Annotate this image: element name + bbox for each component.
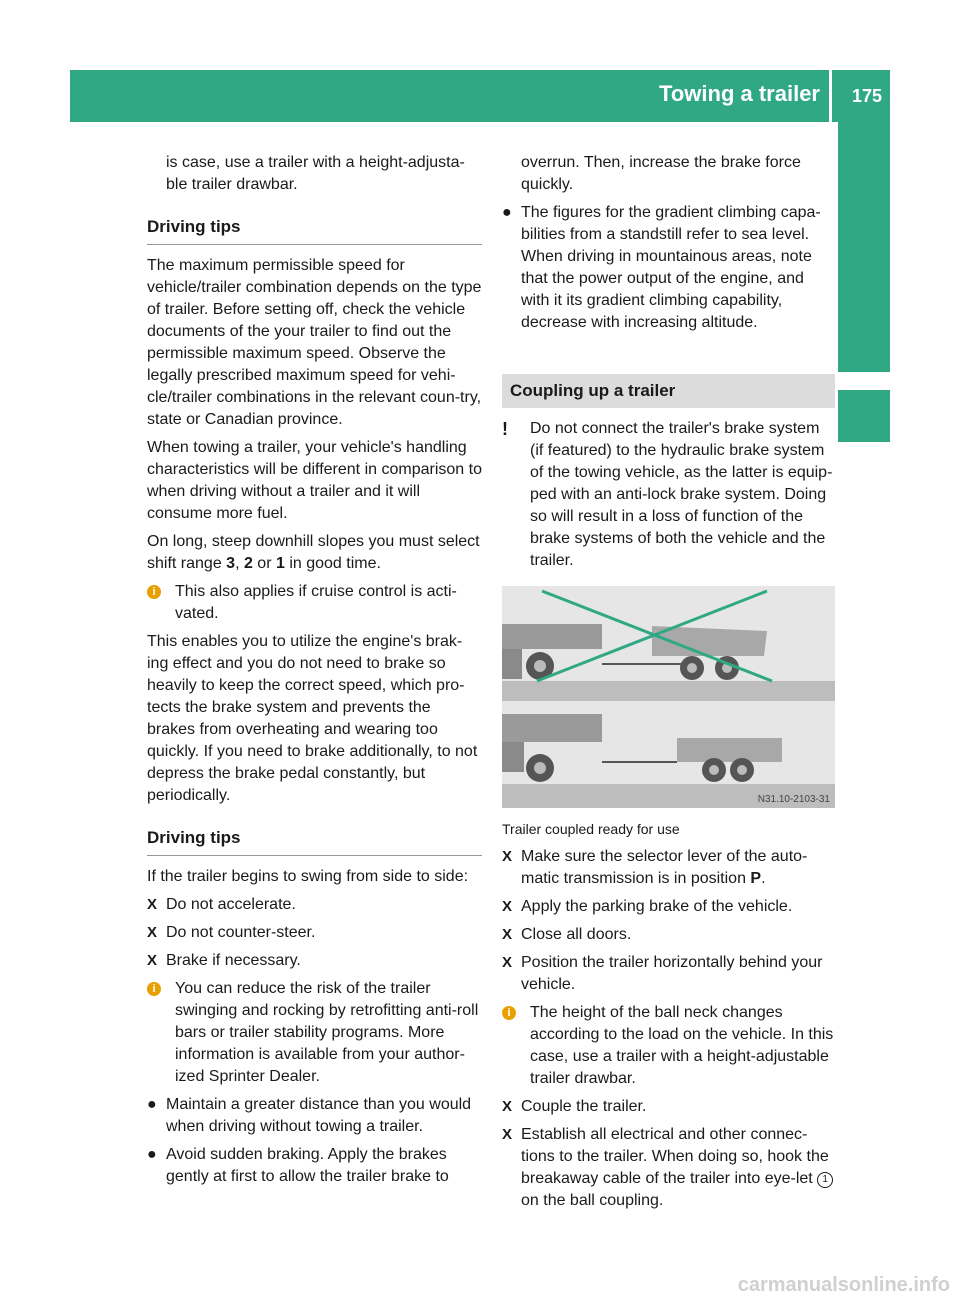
right-column <box>502 152 835 1218</box>
step-arrow-icon: X <box>147 952 158 969</box>
step-arrow-icon: X <box>502 1098 513 1115</box>
warning-note: ! Do not connect the trailer's brake system (if featured) to the hydraulic brake system of the towing vehicle, as the latter is equip-ped with an anti-lock brake system. Doing so will result in a loss of function of the brake systems of both the vehicle and the trailer. <box>502 419 833 569</box>
info-note-stability: i You can reduce the risk of the trailer swinging and rocking by retrofitting anti-roll bars or trailer stability programs. More information is available from your author-ized Sprinter Dealer. <box>147 978 482 1088</box>
step-arrow-icon: X <box>502 926 513 943</box>
figure-code: N31.10-2103-31 <box>757 794 830 805</box>
step: X Apply the parking brake of the vehicle. <box>502 896 835 918</box>
info-icon: i <box>502 1006 516 1020</box>
step: X Establish all electrical and other connec-tions to the trailer. When doing so, hook the breakaway cable of the trailer into eye-let 1 on the ball coupling. <box>502 1124 835 1212</box>
paragraph-handling: When towing a trailer, your vehicle's handling characteristics will be different in comparison to when driving without a trailer and it will consume more fuel. <box>147 439 482 522</box>
bullet-item: ● The figures for the gradient climbing capa-bilities from a standstill refer to sea level. When driving in mountainous areas, note that the power output of the engine, and with it its gradient climbing capability, decrease with increasing altitude. <box>502 204 821 331</box>
heading-coupling: Coupling up a trailer <box>502 374 835 408</box>
step: X Do not accelerate. <box>147 894 482 916</box>
side-tab-marker <box>838 390 890 442</box>
figure-caption: Trailer coupled ready for use <box>502 821 680 837</box>
intro-text: is case, use a trailer with a height-adjusta-ble trailer drawbar. <box>166 154 465 193</box>
step-arrow-icon: X <box>502 954 513 971</box>
warning-icon: ! <box>502 419 508 439</box>
paragraph-shift-range: On long, steep downhill slopes you must select shift range 3, 2 or 1 in good time. <box>147 533 480 572</box>
paragraph-braking: This enables you to utilize the engine's brak-ing effect and you do not need to brake so heavily to keep the correct speed, which pro-tects the brake system and prevents the brakes from overheating and wearing too quickly. If you need to brake additionally, to not depress the brake pedal constantly, but periodically. <box>147 633 478 804</box>
step-arrow-icon: X <box>147 924 158 941</box>
trailer-illustration <box>502 586 835 808</box>
left-column <box>147 152 482 1194</box>
callout-number-icon: 1 <box>817 1172 833 1188</box>
info-icon: i <box>147 982 161 996</box>
info-icon: i <box>147 585 161 599</box>
paragraph-speed: The maximum permissible speed for vehicle/trailer combination depends on the type of trailer. Before setting off, check the vehicle documents of the your trailer to find out the permissible maximum speed. Observe the legally prescribed maximum speed for vehi-cle/trailer combinations in the relevant coun-try, state or Canadian province. <box>147 257 482 428</box>
step: X Close all doors. <box>502 924 835 946</box>
chapter-title: Towing a trailer <box>659 81 820 106</box>
step: X Brake if necessary. <box>147 950 482 972</box>
paragraph-swing: If the trailer begins to swing from side to side: <box>147 868 469 885</box>
header-divider <box>829 70 832 122</box>
info-note-cruise: i This also applies if cruise control is acti-vated. <box>147 581 482 625</box>
bullet-item: ● Avoid sudden braking. Apply the brakes gently at first to allow the trailer brake to <box>147 1146 449 1185</box>
page-number: 175 <box>851 86 882 106</box>
step-arrow-icon: X <box>502 898 513 915</box>
step: X Make sure the selector lever of the auto-matic transmission is in position P. <box>502 848 808 887</box>
heading-driving-tips-2: Driving tips <box>147 827 482 856</box>
step: X Do not counter-steer. <box>147 922 482 944</box>
trailer-figure <box>502 586 835 808</box>
watermark: carmanualsonline.info <box>737 1274 950 1296</box>
bullet-continuation: overrun. Then, increase the brake force quickly. <box>521 154 801 193</box>
header-bar <box>70 70 890 122</box>
bullet-item: ● Maintain a greater distance than you would when driving without towing a trailer. <box>147 1096 472 1135</box>
bullet-icon: ● <box>147 1146 157 1163</box>
step: X Couple the trailer. <box>502 1096 835 1118</box>
heading-driving-tips-1: Driving tips <box>147 216 482 245</box>
step-arrow-icon: X <box>502 1126 513 1143</box>
info-note-ball-neck: i The height of the ball neck changes according to the load on the vehicle. In this case, use a trailer with a height-adjustable trailer drawbar. <box>502 1002 835 1090</box>
header <box>70 70 890 122</box>
step-arrow-icon: X <box>147 896 158 913</box>
step-arrow-icon: X <box>502 848 513 865</box>
bullet-icon: ● <box>502 204 512 221</box>
step: X Position the trailer horizontally behind your vehicle. <box>502 954 823 993</box>
section-label: Driving and parking <box>849 139 876 365</box>
bullet-icon: ● <box>147 1096 157 1113</box>
